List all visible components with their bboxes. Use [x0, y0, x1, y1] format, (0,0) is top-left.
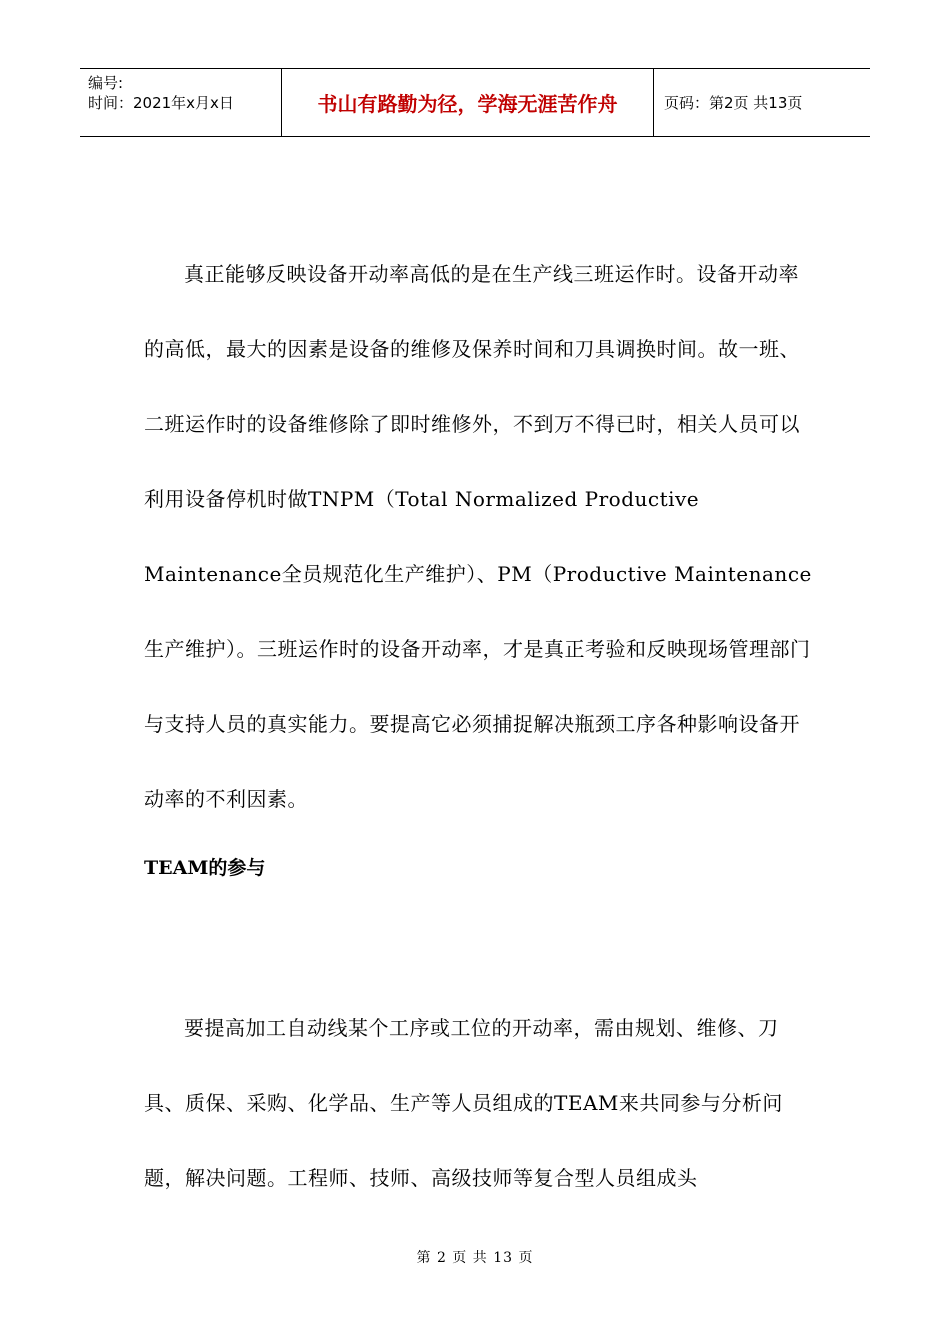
header-page-cell [654, 69, 870, 136]
serial-label: 编号: [88, 74, 124, 92]
page-code: 页码：第2页 共13页 [664, 94, 803, 112]
page-footer: 第 2 页 共 13 页 [416, 1250, 534, 1266]
document-body [144, 237, 814, 1216]
body-paragraph-1: 真正能够反映设备开动率高低的是在生产线三班运作时。设备开动率的高低，最大的因素是设备的维修及保养时间和刀具调换时间。故一班、二班运作时的设备维修除了即时维修外，不到万不得已时，相关人员可以利用设备停机时做TNPM（Total Normalized Productive Maintenance全员规范化生产维护）、PM（Productive Maintenance生产维护）。三班运作时的设备开动率，才是真正考验和反映现场管理部门与支持人员的真实能力。要提高它必须捕捉解决瓶颈工序各种影响设备开动率的不利因素。 [144, 262, 812, 811]
motto-text: 书山有路勤为径，学海无涯苦作舟 [317, 92, 618, 116]
page-header [80, 68, 870, 137]
header-motto-cell [282, 69, 654, 136]
header-meta-cell [80, 69, 282, 136]
time-label: 时间：2021年x月x日 [88, 94, 234, 112]
section-heading: TEAM的参与 [144, 857, 266, 879]
body-paragraph-2: 要提高加工自动线某个工序或工位的开动率，需由规划、维修、刀具、质保、采购、化学品、生产等人员组成的TEAM来共同参与分析问题，解决问题。工程师、技师、高级技师等复合型人员组成头 [144, 1016, 783, 1190]
